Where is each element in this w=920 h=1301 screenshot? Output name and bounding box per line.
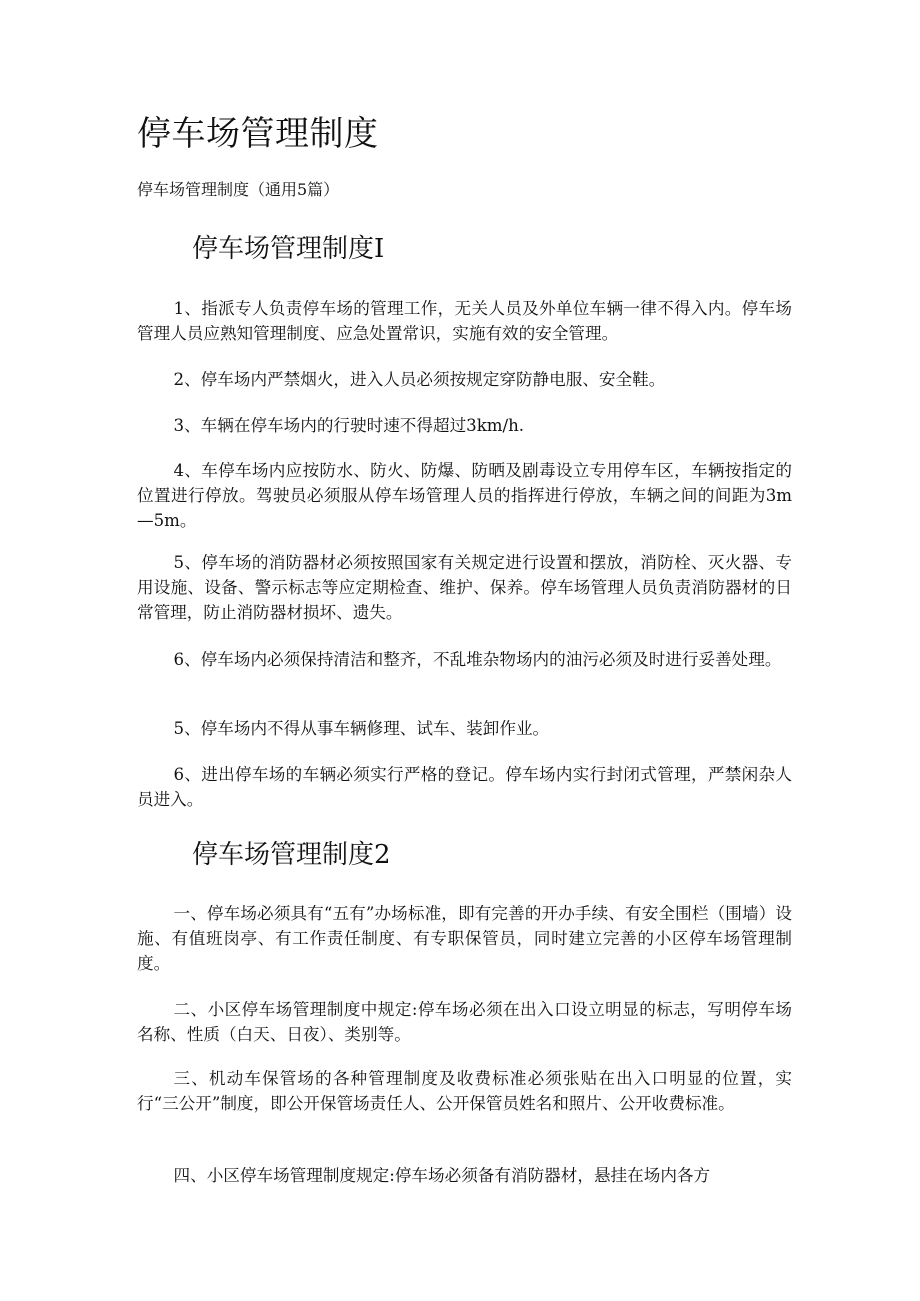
section-heading-1: 停车场管理制度I bbox=[192, 234, 385, 264]
section-1-paragraph-2: 2、停车场内严禁烟火，进入人员必须按规定穿防静电服、安全鞋。 bbox=[173, 370, 666, 389]
section-2-paragraph-2: 二、小区停车场管理制度中规定:停车场必须在出入口设立明显的标志，写明停车场名称、性质（白天、日夜）、类别等。 bbox=[137, 1000, 792, 1044]
section-1-paragraph-7: 5、停车场内不得从事车辆修理、试车、装卸作业。 bbox=[173, 719, 550, 738]
section-1-paragraph-8: 6、进出停车场的车辆必须实行严格的登记。停车场内实行封闭式管理，严禁闲杂人员进入。 bbox=[137, 765, 792, 809]
section-1-paragraph-3: 3、车辆在停车场内的行驶时速不得超过3km∕h. bbox=[173, 416, 525, 435]
section-2-paragraph-4: 四、小区停车场管理制度规定:停车场必须备有消防器材，悬挂在场内各方 bbox=[173, 1166, 711, 1185]
section-1-paragraph-1: 1、指派专人负责停车场的管理工作，无关人员及外单位车辆一律不得入内。停车场管理人员应熟知管理制度、应急处置常识，实施有效的安全管理。 bbox=[137, 299, 792, 343]
section-1-paragraph-4: 4、车停车场内应按防水、防火、防爆、防晒及剧毒设立专用停车区，车辆按指定的位置进行停放。驾驶员必须服从停车场管理人员的指挥进行停放，车辆之间的间距为3m—5m。 bbox=[137, 461, 792, 530]
section-1-paragraph-5: 5、停车场的消防器材必须按照国家有关规定进行设置和摆放，消防栓、灭火器、专用设施、设备、警示标志等应定期检查、维护、保养。停车场管理人员负责消防器材的日常管理，防止消防器材损坏、遗失。 bbox=[137, 553, 792, 622]
section-heading-2: 停车场管理制度2 bbox=[192, 840, 391, 870]
document-subtitle: 停车场管理制度（通用5篇） bbox=[137, 180, 340, 199]
section-1-paragraph-6: 6、停车场内必须保持清洁和整齐，不乱堆杂物场内的油污必须及时进行妥善处理。 bbox=[173, 650, 782, 669]
section-2-paragraph-3: 三、机动车保管场的各种管理制度及收费标准必须张贴在出入口明显的位置，实行“三公开”制度，即公开保管场责任人、公开保管员姓名和照片、公开收费标准。 bbox=[137, 1069, 792, 1113]
section-2-paragraph-1: 一、停车场必须具有“五有”办场标准，即有完善的开办手续、有安全围栏（围墙）设施、有值班岗亭、有工作责任制度、有专职保管员，同时建立完善的小区停车场管理制度。 bbox=[137, 904, 792, 973]
document-title: 停车场管理制度 bbox=[137, 114, 379, 154]
